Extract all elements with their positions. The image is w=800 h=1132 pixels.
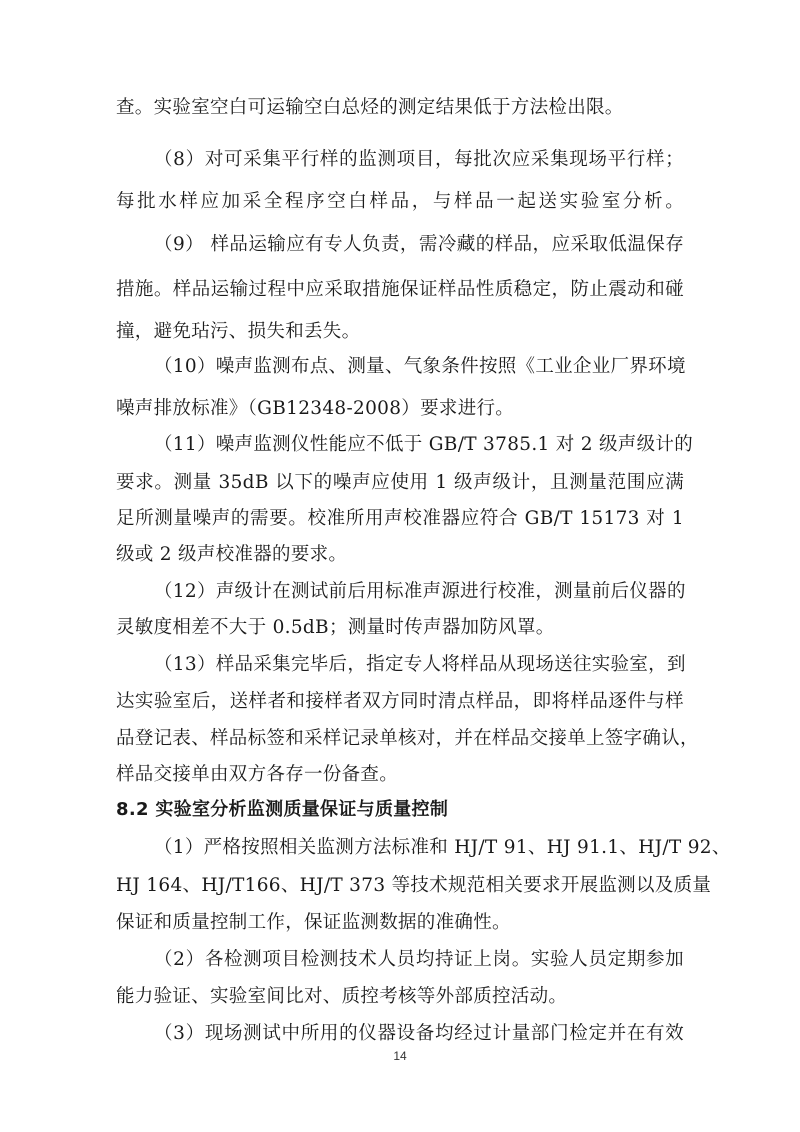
paragraph-line: 样品交接单由双方各存一份备查。 [116, 764, 399, 785]
paragraph-line: 噪声排放标准》（GB12348-2008）要求进行。 [116, 398, 515, 419]
paragraph-line: 查。实验室空白可运输空白总烃的测定结果低于方法检出限。 [116, 97, 624, 118]
paragraph-line: 措施。样品运输过程中应采取措施保证样品性质稳定，防止震动和碰 [116, 279, 684, 300]
paragraph-line: （2）各检测项目检测技术人员均持证上岗。实验人员定期参加 [154, 949, 684, 970]
paragraph-line: 撞，避免玷污、损失和丢失。 [116, 321, 361, 342]
paragraph-line: （3）现场测试中所用的仪器设备均经过计量部门检定并在有效 [154, 1023, 684, 1044]
paragraph-line: （13）样品采集完毕后，指定专人将样品从现场送往实验室，到 [154, 654, 686, 675]
paragraph-line: 能力验证、实验室间比对、质控考核等外部质控活动。 [116, 986, 568, 1007]
page-number: 14 [393, 1049, 407, 1063]
paragraph-line: 级或 2 级声校准器的要求。 [116, 544, 348, 565]
paragraph-line: 品登记表、样品标签和采样记录单核对，并在样品交接单上签字确认， [116, 728, 699, 749]
paragraph-line: （9） 样品运输应有专人负责，需冷藏的样品，应采取低温保存 [154, 234, 684, 255]
paragraph-line: （10）噪声监测布点、测量、气象条件按照《工业企业厂界环境 [154, 356, 686, 377]
paragraph-line: 每批水样应加采全程序空白样品，与样品一起送实验室分析。 [116, 191, 684, 212]
paragraph-line: 足所测量噪声的需要。校准所用声校准器应符合 GB/T 15173 对 1 [116, 508, 684, 529]
paragraph-line: （8）对可采集平行样的监测项目，每批次应采集现场平行样； [154, 149, 684, 170]
paragraph-line: 保证和质量控制工作，保证监测数据的准确性。 [116, 912, 511, 933]
paragraph-line: （1）严格按照相关监测方法标准和 HJ/T 91、HJ 91.1、HJ/T 92、 [154, 837, 731, 858]
paragraph-line: （11）噪声监测仪性能应不低于 GB/T 3785.1 对 2 级声级计的 [154, 434, 693, 455]
paragraph-line: 达实验室后，送样者和接样者双方同时清点样品，即将样品逐件与样 [116, 691, 684, 712]
paragraph-line: 灵敏度相差不大于 0.5dB；测量时传声器加防风罩。 [116, 617, 555, 638]
section-heading: 8.2 实验室分析监测质量保证与质量控制 [116, 799, 449, 820]
paragraph-line: HJ 164、HJ/T166、HJ/T 373 等技术规范相关要求开展监测以及质量 [116, 875, 712, 896]
paragraph-line: （12）声级计在测试前后用标准声源进行校准，测量前后仪器的 [154, 581, 686, 602]
paragraph-line: 要求。测量 35dB 以下的噪声应使用 1 级声级计，且测量范围应满 [116, 472, 684, 493]
